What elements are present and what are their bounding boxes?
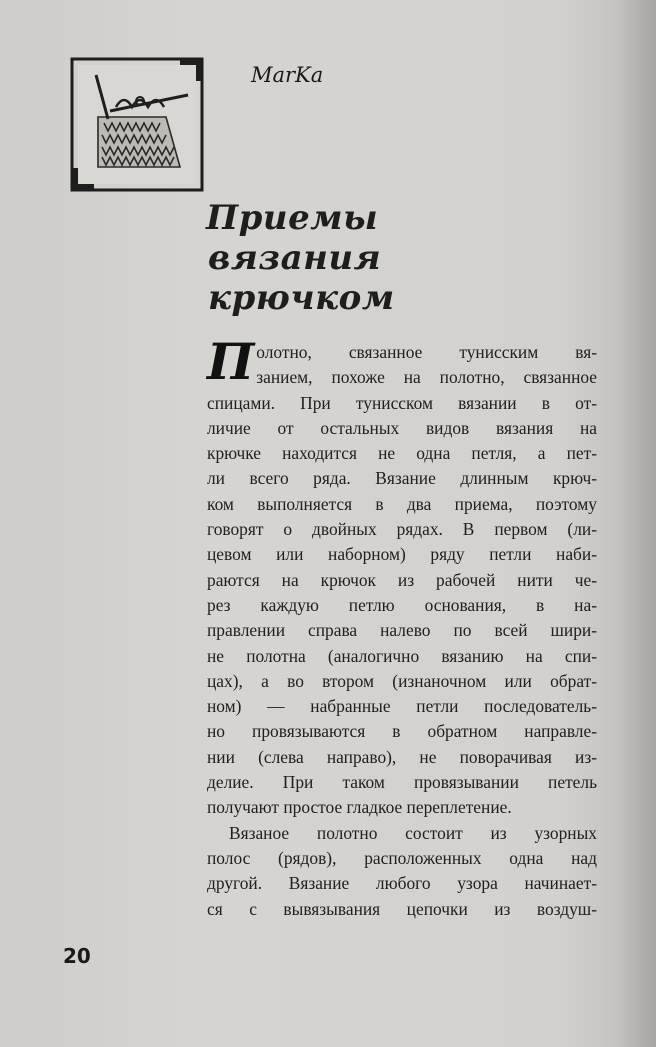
text-line: другой. Вязание любого узора начинает- xyxy=(207,873,597,894)
chapter-title xyxy=(206,198,566,318)
text-line: крючке находится не одна петля, а пет- xyxy=(207,443,597,464)
text-line: Вязаное полотно состоит из узорных xyxy=(229,822,597,843)
text-line: ли всего ряда. Вязание длинным крюч- xyxy=(207,468,597,489)
drop-cap: П xyxy=(207,332,255,391)
chapter-title-line-1: Приемы xyxy=(206,198,379,238)
text-line: цевом или наборном) ряду петли наби- xyxy=(207,544,597,565)
crochet-hook-knitting-icon xyxy=(70,57,204,192)
text-line: ном) — набранные петли последователь- xyxy=(207,696,597,717)
spine-shadow xyxy=(616,0,656,1047)
paragraph-1 xyxy=(207,332,597,821)
text-line: занием, похоже на полотно, связанное xyxy=(256,367,597,388)
chapter-title-line-2: вязания крючком xyxy=(208,238,395,318)
paragraph-2 xyxy=(207,821,597,922)
text-line: ся с вывязывания цепочки из воздуш- xyxy=(207,898,597,919)
text-line: получают простое гладкое переплетение. xyxy=(207,797,512,818)
body-text xyxy=(207,332,597,922)
text-line: олотно, связанное тунисским вя- xyxy=(256,342,597,362)
text-line: делие. При таком провязывании петель xyxy=(207,772,597,793)
text-line: правлении справа налево по всей шири- xyxy=(207,620,597,641)
text-line: не полотна (аналогично вязанию на спи- xyxy=(207,645,597,666)
text-line: полос (рядов), расположенных одна над xyxy=(207,847,597,868)
text-line: раются на крючок из рабочей нити че- xyxy=(207,569,597,590)
text-line: но провязываются в обратном направле- xyxy=(207,721,597,742)
text-line: личие от остальных видов вязания на xyxy=(207,417,597,438)
text-line: спицами. При тунисском вязании в от- xyxy=(207,392,597,413)
text-line: говорят о двойных рядах. В первом (ли- xyxy=(207,519,597,540)
text-line: ком выполняется в два приема, поэтому xyxy=(207,493,597,514)
watermark-signature: MarKa xyxy=(251,63,324,87)
text-line: рез каждую петлю основания, в на- xyxy=(207,594,597,615)
text-line: нии (слева направо), не поворачивая из- xyxy=(207,746,597,767)
text-line: цах), а во втором (изнаночном или обрат- xyxy=(207,670,597,691)
page-number: 20 xyxy=(63,944,91,968)
